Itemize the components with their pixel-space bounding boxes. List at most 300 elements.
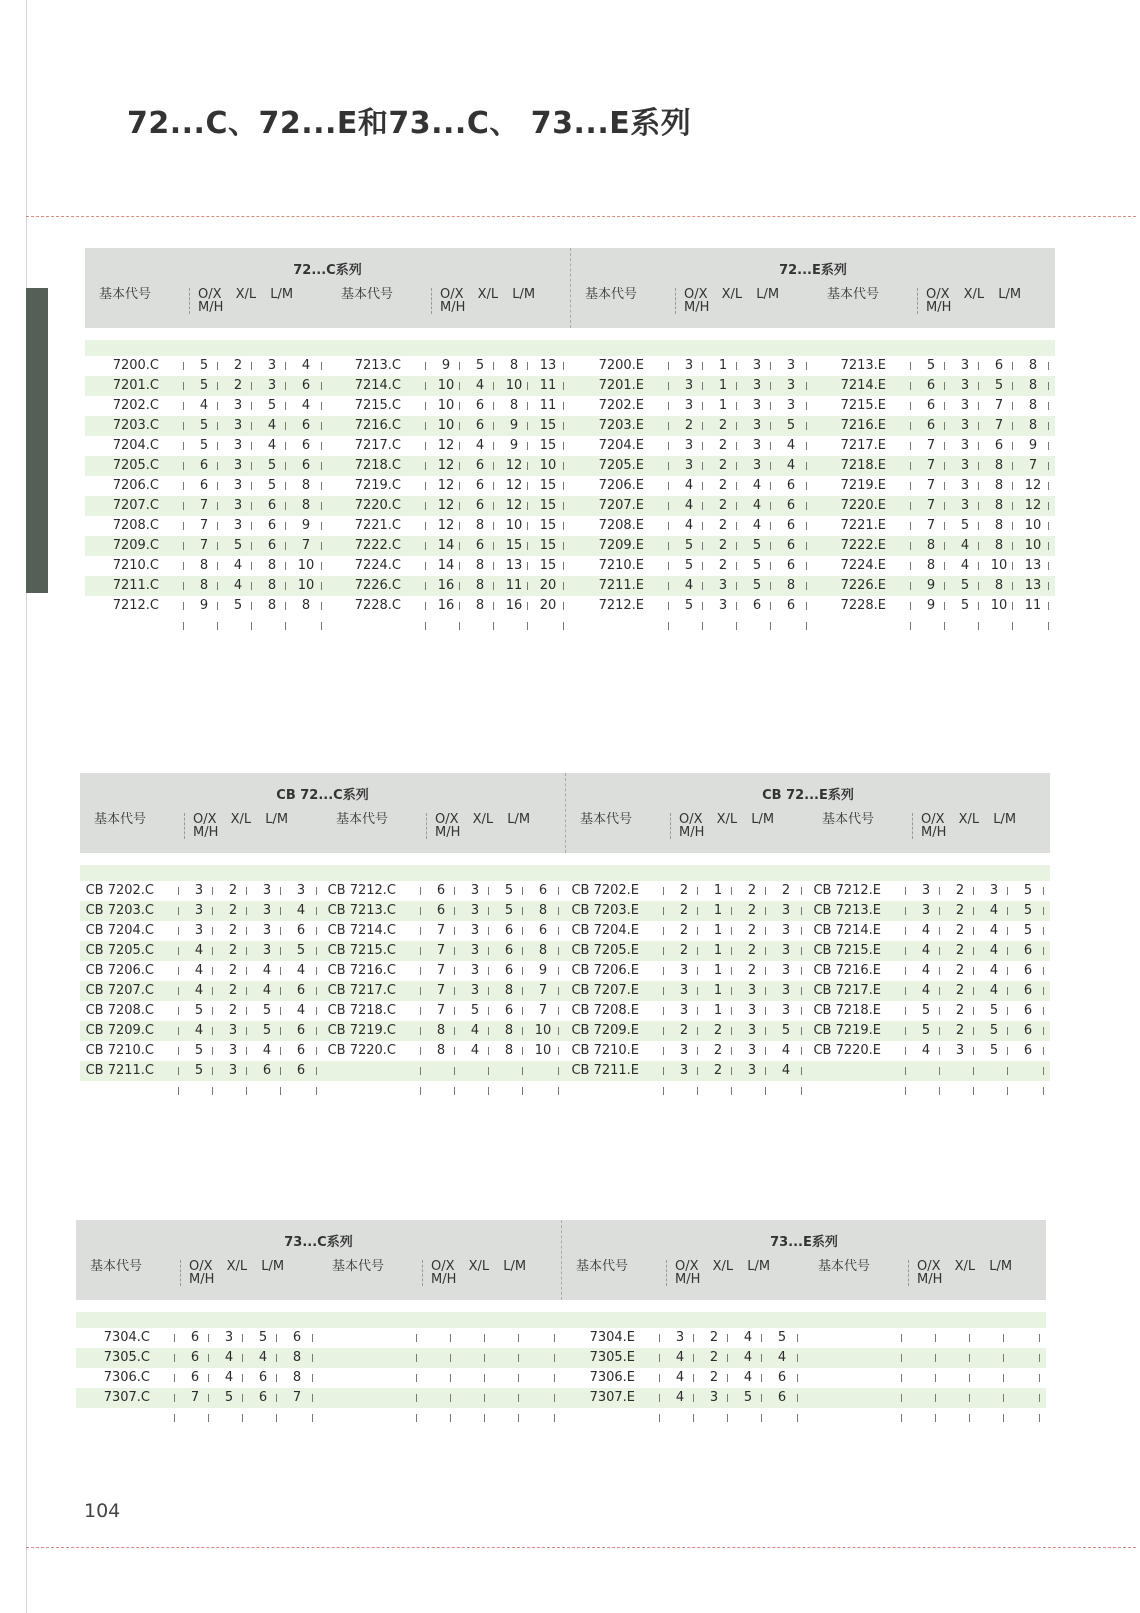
column-separator-tick: [459, 582, 460, 590]
ox-value: 8: [926, 538, 936, 553]
ox-value: 2: [679, 903, 689, 918]
column-separator-tick: [459, 422, 460, 430]
lm-value: 4: [989, 983, 999, 998]
column-separator-tick: [736, 442, 737, 450]
column-separator-tick: [183, 622, 184, 630]
ox-value: 3: [684, 458, 694, 473]
xl-value: 3: [233, 518, 243, 533]
column-separator-tick: [558, 927, 559, 935]
column-header-top: O/X X/L L/M: [440, 287, 536, 302]
column-separator-tick: [454, 1007, 455, 1015]
column-separator-tick: [905, 1007, 906, 1015]
column-separator-tick: [178, 1047, 179, 1055]
bearing-code: 7218.C: [354, 458, 401, 473]
column-separator-tick: [736, 402, 737, 410]
xl-value: 5: [475, 358, 485, 373]
ox-value: 6: [926, 418, 936, 433]
column-separator-tick: [801, 947, 802, 955]
column-separator-tick: [702, 502, 703, 510]
column-separator-tick: [527, 442, 528, 450]
column-separator-tick: [901, 1334, 902, 1342]
bearing-code: 7220.E: [840, 498, 886, 513]
column-separator-tick: [493, 522, 494, 530]
column-separator-tick: [905, 1087, 906, 1095]
column-separator-tick: [558, 947, 559, 955]
column-separator-tick: [697, 927, 698, 935]
series-title: CB 72...C系列: [276, 788, 369, 803]
xl-value: 1: [713, 943, 723, 958]
right-series-header: [570, 248, 1055, 328]
column-separator-tick: [522, 927, 523, 935]
mh-value: 15: [539, 558, 557, 573]
column-separator-tick: [183, 522, 184, 530]
column-separator-tick: [736, 362, 737, 370]
ox-value: 3: [679, 1003, 689, 1018]
column-header-bottom: M/H: [189, 1272, 215, 1287]
column-separator-tick: [1007, 1087, 1008, 1095]
column-separator-tick: [969, 1354, 970, 1362]
column-separator-tick: [910, 622, 911, 630]
column-separator-tick: [522, 947, 523, 955]
bearing-code: 7215.C: [354, 398, 401, 413]
column-separator-tick: [761, 1354, 762, 1362]
column-header-values: [675, 288, 779, 314]
column-separator-tick: [731, 1047, 732, 1055]
column-separator-tick: [242, 1374, 243, 1382]
bearing-code: 7215.E: [840, 398, 886, 413]
page-title: 72...C、72...E和73...C、 73...E系列: [127, 106, 692, 141]
bearing-code: CB 7204.C: [85, 923, 154, 938]
column-separator-tick: [765, 1067, 766, 1075]
column-header-code: 基本代号: [576, 1259, 629, 1274]
column-separator-tick: [425, 402, 426, 410]
column-separator-tick: [663, 907, 664, 915]
column-separator-tick: [939, 1087, 940, 1095]
column-separator-tick: [280, 1007, 281, 1015]
column-separator-tick: [416, 1374, 417, 1382]
column-separator-tick: [978, 422, 979, 430]
xl-value: 6: [475, 458, 485, 473]
column-separator-tick: [939, 907, 940, 915]
bearing-code: CB 7205.C: [85, 943, 154, 958]
column-separator-tick: [454, 1087, 455, 1095]
column-separator-tick: [801, 1047, 802, 1055]
column-separator-tick: [939, 1067, 940, 1075]
lm-value: 8: [504, 983, 514, 998]
column-separator-tick: [663, 927, 664, 935]
column-separator-tick: [1012, 422, 1013, 430]
mh-value: 3: [781, 963, 791, 978]
mh-value: 11: [539, 398, 557, 413]
lm-value: 3: [262, 903, 272, 918]
column-separator-tick: [1048, 462, 1049, 470]
column-separator-tick: [1048, 422, 1049, 430]
lm-value: 3: [262, 943, 272, 958]
ox-value: 3: [684, 358, 694, 373]
column-separator-tick: [212, 1047, 213, 1055]
lm-value: 4: [752, 498, 762, 513]
bearing-code: 7221.C: [354, 518, 401, 533]
column-separator-tick: [183, 582, 184, 590]
mh-value: 6: [786, 518, 796, 533]
column-separator-tick: [905, 1027, 906, 1035]
column-separator-tick: [321, 602, 322, 610]
xl-value: 3: [233, 478, 243, 493]
column-separator-tick: [731, 967, 732, 975]
xl-value: 2: [233, 358, 243, 373]
mh-value: 7: [538, 1003, 548, 1018]
column-separator-tick: [316, 947, 317, 955]
column-separator-tick: [251, 462, 252, 470]
ox-value: 6: [436, 903, 446, 918]
bearing-code: 7306.E: [589, 1370, 635, 1385]
column-separator-tick: [208, 1334, 209, 1342]
column-separator-tick: [1012, 582, 1013, 590]
column-separator-tick: [280, 947, 281, 955]
column-separator-tick: [944, 602, 945, 610]
xl-value: 5: [960, 598, 970, 613]
mh-value: 6: [296, 1043, 306, 1058]
bearing-code: 7207.E: [598, 498, 644, 513]
column-separator-tick: [518, 1374, 519, 1382]
column-separator-tick: [420, 987, 421, 995]
column-separator-tick: [736, 502, 737, 510]
xl-value: 3: [960, 438, 970, 453]
bearing-code: 7211.E: [598, 578, 644, 593]
mh-value: 6: [301, 458, 311, 473]
column-separator-tick: [969, 1414, 970, 1422]
column-separator-tick: [770, 582, 771, 590]
ox-value: 7: [436, 1003, 446, 1018]
column-separator-tick: [183, 442, 184, 450]
column-separator-tick: [973, 947, 974, 955]
mh-value: 6: [777, 1370, 787, 1385]
column-separator-tick: [939, 1047, 940, 1055]
column-separator-tick: [425, 422, 426, 430]
column-header-bottom: M/H: [431, 1272, 457, 1287]
column-separator-tick: [668, 402, 669, 410]
column-separator-tick: [217, 582, 218, 590]
lm-value: 5: [267, 478, 277, 493]
lm-value: 8: [267, 558, 277, 573]
column-separator-tick: [806, 362, 807, 370]
column-separator-tick: [1039, 1394, 1040, 1402]
column-separator-tick: [316, 1047, 317, 1055]
bearing-code: CB 7215.C: [327, 943, 396, 958]
mh-value: 8: [301, 478, 311, 493]
ox-value: 5: [684, 558, 694, 573]
column-separator-tick: [488, 947, 489, 955]
column-separator-tick: [1048, 382, 1049, 390]
mh-value: 4: [296, 963, 306, 978]
mh-value: 6: [1023, 1043, 1033, 1058]
ox-value: 4: [921, 943, 931, 958]
column-separator-tick: [727, 1334, 728, 1342]
column-separator-tick: [978, 522, 979, 530]
mh-value: 8: [1028, 418, 1038, 433]
ox-value: 4: [194, 1023, 204, 1038]
ox-value: 7: [926, 458, 936, 473]
bearing-code: 7203.C: [112, 418, 159, 433]
column-separator-tick: [459, 622, 460, 630]
column-separator-tick: [693, 1334, 694, 1342]
column-separator-tick: [425, 522, 426, 530]
column-separator-tick: [527, 502, 528, 510]
column-separator-tick: [522, 887, 523, 895]
column-separator-tick: [978, 602, 979, 610]
column-separator-tick: [702, 362, 703, 370]
column-separator-tick: [1048, 442, 1049, 450]
column-header-values: [670, 813, 774, 839]
column-separator-tick: [1039, 1334, 1040, 1342]
xl-value: 3: [960, 478, 970, 493]
column-separator-tick: [416, 1414, 417, 1422]
column-separator-tick: [944, 502, 945, 510]
column-separator-tick: [668, 422, 669, 430]
lm-value: 6: [504, 1003, 514, 1018]
xl-value: 6: [475, 538, 485, 553]
column-separator-tick: [178, 1087, 179, 1095]
column-separator-tick: [321, 422, 322, 430]
ox-value: 3: [921, 903, 931, 918]
column-separator-tick: [420, 887, 421, 895]
column-separator-tick: [1012, 442, 1013, 450]
lm-value: 16: [505, 598, 523, 613]
column-separator-tick: [770, 562, 771, 570]
ox-value: 8: [199, 578, 209, 593]
lm-value: 2: [747, 963, 757, 978]
column-separator-tick: [183, 562, 184, 570]
ox-value: 3: [921, 883, 931, 898]
xl-value: 8: [475, 598, 485, 613]
column-separator-tick: [801, 987, 802, 995]
ox-value: 5: [921, 1003, 931, 1018]
column-separator-tick: [1007, 907, 1008, 915]
column-separator-tick: [554, 1354, 555, 1362]
column-separator-tick: [736, 562, 737, 570]
mh-value: 20: [539, 578, 557, 593]
bearing-code: CB 7203.E: [571, 903, 639, 918]
ox-value: 7: [436, 983, 446, 998]
mh-value: 9: [538, 963, 548, 978]
mh-value: 4: [301, 398, 311, 413]
bearing-code: CB 7203.C: [85, 903, 154, 918]
column-separator-tick: [1048, 542, 1049, 550]
column-separator-tick: [693, 1354, 694, 1362]
bearing-code: CB 7216.C: [327, 963, 396, 978]
table-header: [85, 248, 1055, 328]
column-separator-tick: [321, 362, 322, 370]
lm-value: 4: [262, 1043, 272, 1058]
bearing-code: CB 7211.E: [571, 1063, 639, 1078]
bearing-code: CB 7206.C: [85, 963, 154, 978]
column-separator-tick: [558, 1047, 559, 1055]
column-separator-tick: [420, 1007, 421, 1015]
bearing-code: 7216.E: [840, 418, 886, 433]
xl-value: 4: [224, 1350, 234, 1365]
ox-value: 3: [684, 438, 694, 453]
xl-value: 2: [718, 518, 728, 533]
xl-value: 3: [960, 498, 970, 513]
column-separator-tick: [217, 542, 218, 550]
bearing-code: 7211.C: [112, 578, 159, 593]
mh-value: 8: [301, 598, 311, 613]
column-separator-tick: [697, 1067, 698, 1075]
xl-value: 6: [475, 398, 485, 413]
column-separator-tick: [321, 382, 322, 390]
column-separator-tick: [939, 947, 940, 955]
column-header-top: O/X X/L L/M: [679, 812, 775, 827]
right-series-header: [561, 1220, 1046, 1300]
column-header-code: 基本代号: [818, 1259, 871, 1274]
column-separator-tick: [1012, 522, 1013, 530]
ox-value: 7: [436, 943, 446, 958]
xl-value: 2: [709, 1330, 719, 1345]
xl-value: 3: [233, 438, 243, 453]
column-separator-tick: [973, 987, 974, 995]
table-row-band: [85, 340, 1055, 356]
xl-value: 1: [713, 883, 723, 898]
xl-value: 2: [228, 923, 238, 938]
xl-value: 3: [960, 358, 970, 373]
ox-value: 10: [437, 418, 455, 433]
column-separator-tick: [939, 1027, 940, 1035]
bearing-code: CB 7210.E: [571, 1043, 639, 1058]
column-separator-tick: [939, 927, 940, 935]
mh-value: 12: [1024, 498, 1042, 513]
bearing-code: 7304.C: [103, 1330, 150, 1345]
lm-value: 6: [994, 438, 1004, 453]
bearing-code: 7220.C: [354, 498, 401, 513]
column-separator-tick: [518, 1414, 519, 1422]
column-separator-tick: [251, 362, 252, 370]
column-separator-tick: [944, 422, 945, 430]
lm-value: 4: [752, 518, 762, 533]
lm-value: 3: [747, 1023, 757, 1038]
column-separator-tick: [978, 502, 979, 510]
column-separator-tick: [978, 622, 979, 630]
column-separator-tick: [251, 402, 252, 410]
column-separator-tick: [217, 382, 218, 390]
column-separator-tick: [321, 502, 322, 510]
column-separator-tick: [178, 907, 179, 915]
lm-value: 5: [262, 1023, 272, 1038]
column-separator-tick: [527, 522, 528, 530]
mh-value: 6: [786, 558, 796, 573]
column-separator-tick: [459, 402, 460, 410]
xl-value: 3: [718, 598, 728, 613]
lm-value: 8: [267, 598, 277, 613]
column-separator-tick: [1007, 1007, 1008, 1015]
column-header-values: [431, 288, 535, 314]
xl-value: 5: [224, 1390, 234, 1405]
mh-value: 2: [781, 883, 791, 898]
lm-value: 4: [989, 923, 999, 938]
column-separator-tick: [285, 382, 286, 390]
mh-value: 8: [301, 498, 311, 513]
mh-value: 8: [292, 1370, 302, 1385]
bearing-code: 7221.E: [840, 518, 886, 533]
bearing-code: 7216.C: [354, 418, 401, 433]
column-separator-tick: [702, 422, 703, 430]
column-separator-tick: [806, 462, 807, 470]
column-separator-tick: [242, 1414, 243, 1422]
column-separator-tick: [944, 462, 945, 470]
column-separator-tick: [910, 562, 911, 570]
column-separator-tick: [280, 1047, 281, 1055]
column-separator-tick: [493, 502, 494, 510]
column-separator-tick: [563, 422, 564, 430]
mh-value: 15: [539, 498, 557, 513]
column-separator-tick: [935, 1414, 936, 1422]
column-separator-tick: [905, 887, 906, 895]
xl-value: 2: [233, 378, 243, 393]
ox-value: 5: [194, 1003, 204, 1018]
column-separator-tick: [493, 482, 494, 490]
column-separator-tick: [242, 1394, 243, 1402]
column-separator-tick: [174, 1374, 175, 1382]
column-separator-tick: [554, 1374, 555, 1382]
mh-value: 6: [1023, 1003, 1033, 1018]
bearing-code: 7214.C: [354, 378, 401, 393]
mh-value: 5: [781, 1023, 791, 1038]
mh-value: 9: [301, 518, 311, 533]
column-separator-tick: [454, 1027, 455, 1035]
column-separator-tick: [944, 362, 945, 370]
column-separator-tick: [208, 1414, 209, 1422]
lm-value: 8: [267, 578, 277, 593]
column-separator-tick: [973, 907, 974, 915]
column-separator-tick: [806, 382, 807, 390]
mh-value: 7: [538, 983, 548, 998]
column-header-values: [184, 813, 288, 839]
column-separator-tick: [1007, 927, 1008, 935]
column-separator-tick: [978, 462, 979, 470]
column-separator-tick: [702, 622, 703, 630]
column-separator-tick: [454, 887, 455, 895]
mh-value: 6: [1023, 943, 1033, 958]
column-separator-tick: [973, 967, 974, 975]
bearing-code: 7217.C: [354, 438, 401, 453]
bearing-code: 7212.C: [112, 598, 159, 613]
column-separator-tick: [518, 1354, 519, 1362]
column-separator-tick: [1007, 1047, 1008, 1055]
column-separator-tick: [668, 542, 669, 550]
column-separator-tick: [488, 967, 489, 975]
column-separator-tick: [659, 1334, 660, 1342]
column-separator-tick: [563, 482, 564, 490]
column-separator-tick: [973, 887, 974, 895]
column-separator-tick: [905, 1067, 906, 1075]
column-separator-tick: [459, 442, 460, 450]
ox-value: 7: [926, 438, 936, 453]
column-separator-tick: [935, 1394, 936, 1402]
column-separator-tick: [522, 987, 523, 995]
ox-value: 7: [436, 923, 446, 938]
column-separator-tick: [558, 967, 559, 975]
column-separator-tick: [212, 1027, 213, 1035]
column-separator-tick: [316, 967, 317, 975]
ox-value: 2: [679, 1023, 689, 1038]
column-separator-tick: [910, 362, 911, 370]
column-separator-tick: [765, 967, 766, 975]
ox-value: 3: [684, 378, 694, 393]
column-separator-tick: [978, 402, 979, 410]
lm-value: 8: [504, 1023, 514, 1038]
ox-value: 3: [679, 983, 689, 998]
column-separator-tick: [1007, 987, 1008, 995]
column-separator-tick: [183, 422, 184, 430]
